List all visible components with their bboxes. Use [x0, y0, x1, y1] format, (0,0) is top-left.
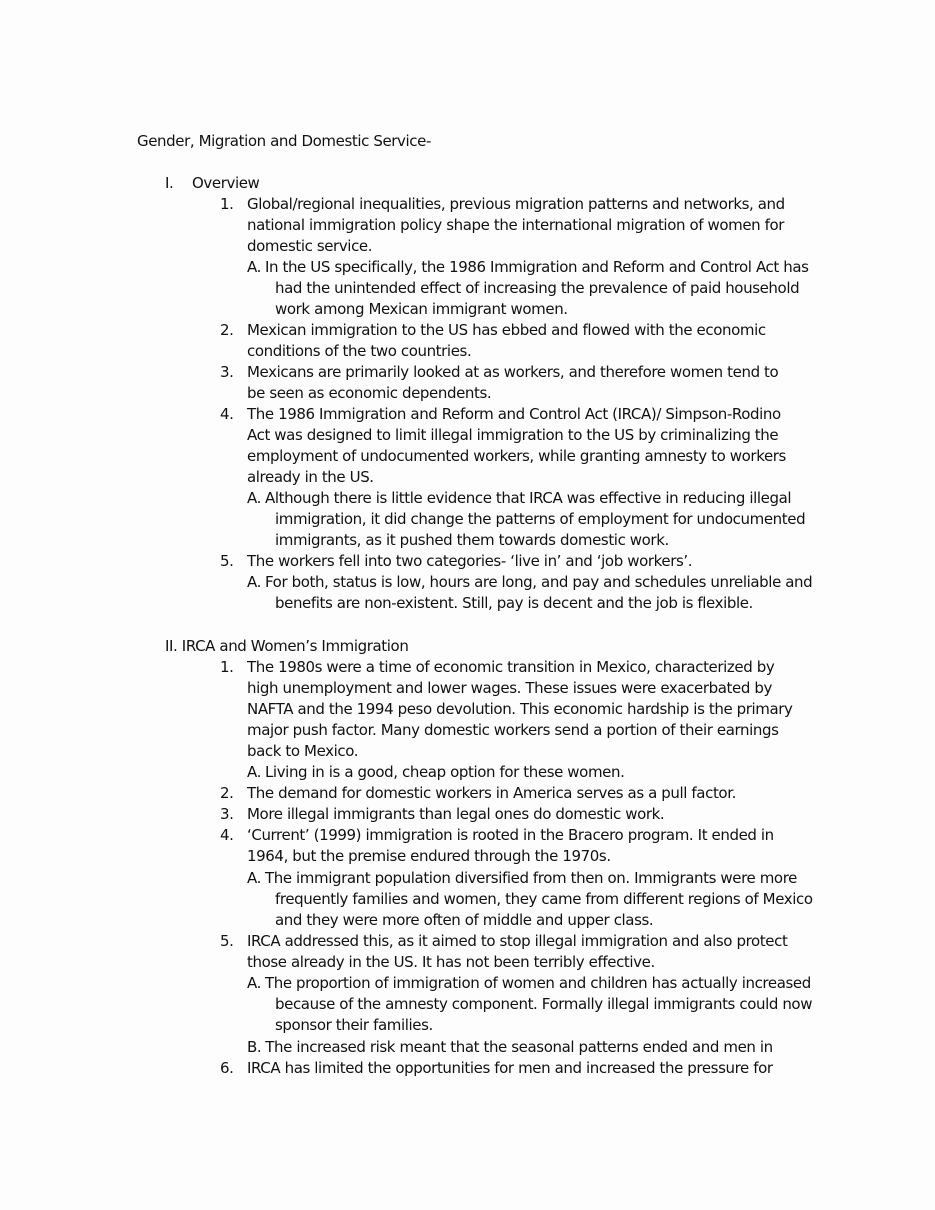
sub-item-text: The immigrant population diversified from then on. Immigrants were more frequently families and women, they came from different regions of Mexico and they were more often of middle and upper class. — [264, 869, 813, 929]
sub-item — [247, 257, 827, 320]
sub-item — [247, 572, 827, 614]
sub-item — [247, 973, 827, 1036]
item-number: 1. — [220, 658, 234, 676]
list-item — [220, 404, 800, 488]
sub-item — [247, 868, 827, 931]
sub-item-text: The proportion of immigration of women and children has actually increased because of the amnesty component. Formally illegal immigrants could now sponsor their families. — [264, 974, 813, 1034]
list-item — [220, 1058, 800, 1079]
item-text: Mexicans are primarily looked at as workers, and therefore women tend to be seen as economic dependents. — [247, 363, 779, 402]
item-text: IRCA addressed this, as it aimed to stop illegal immigration and also protect those already in the US. It has not been terribly effective. — [247, 932, 788, 971]
item-number: 3. — [220, 363, 234, 381]
sub-item-letter: A. — [247, 489, 261, 507]
sub-item — [247, 488, 827, 551]
item-text: The 1986 Immigration and Reform and Control Act (IRCA)/ Simpson-Rodino Act was designed to limit illegal immigration to the US by criminalizing the employment of undocumented workers, while granting amnesty to workers already in the US. — [247, 405, 786, 486]
section-numeral: I. — [165, 174, 174, 192]
section-heading-overview — [165, 173, 259, 194]
list-item — [220, 783, 800, 804]
sub-item-letter: B. — [247, 1038, 262, 1056]
sub-item-text: The increased risk meant that the seasonal patterns ended and men in — [265, 1038, 773, 1056]
item-text: The demand for domestic workers in America serves as a pull factor. — [247, 784, 736, 802]
item-number: 4. — [220, 405, 234, 423]
sub-item — [247, 1037, 827, 1058]
item-text: The 1980s were a time of economic transition in Mexico, characterized by high unemployment and lower wages. These issues were exacerbated by NAFTA and the 1994 peso devolution. This economic hardship is the primary major push factor. Many domestic workers send a portion of their earnings back to Mexico. — [247, 658, 793, 760]
list-item — [220, 551, 800, 572]
sub-item — [247, 762, 827, 783]
section-title: Overview — [192, 174, 260, 192]
list-item — [220, 657, 800, 762]
item-text: Mexican immigration to the US has ebbed and flowed with the economic conditions of the two countries. — [247, 321, 766, 360]
item-number: 1. — [220, 195, 234, 213]
list-item — [220, 931, 800, 973]
sub-item-letter: A. — [247, 573, 261, 591]
sub-item-letter: A. — [247, 763, 261, 781]
section-numeral: II. — [165, 637, 178, 655]
item-number: 5. — [220, 552, 234, 570]
document-title: Gender, Migration and Domestic Service- — [137, 132, 431, 150]
item-text: More illegal immigrants than legal ones do domestic work. — [247, 805, 665, 823]
list-item — [220, 320, 800, 362]
item-text: IRCA has limited the opportunities for men and increased the pressure for — [247, 1059, 773, 1077]
sub-item-text: Living in is a good, cheap option for these women. — [264, 763, 625, 781]
item-number: 4. — [220, 826, 234, 844]
sub-item-letter: A. — [247, 258, 261, 276]
item-number: 2. — [220, 321, 234, 339]
item-number: 6. — [220, 1059, 234, 1077]
item-number: 2. — [220, 784, 234, 802]
item-number: 3. — [220, 805, 234, 823]
list-item — [220, 362, 800, 404]
item-text: ‘Current’ (1999) immigration is rooted in the Bracero program. It ended in 1964, but the premise endured through the 1970s. — [247, 826, 774, 865]
list-item — [220, 825, 800, 867]
sub-item-text: Although there is little evidence that IRCA was effective in reducing illegal immigration, it did change the patterns of employment for undocumented immigrants, as it pushed them towards domestic work. — [264, 489, 806, 549]
sub-item-letter: A. — [247, 974, 261, 992]
item-text: Global/regional inequalities, previous migration patterns and networks, and national immigration policy shape the international migration of women for domestic service. — [247, 195, 785, 255]
sub-item-text: In the US specifically, the 1986 Immigration and Reform and Control Act has had the unintended effect of increasing the prevalence of paid household work among Mexican immigrant women. — [264, 258, 809, 318]
item-text: The workers fell into two categories- ‘live in’ and ‘job workers’. — [247, 552, 693, 570]
list-item — [220, 194, 800, 257]
section-heading-irca — [165, 636, 408, 657]
sub-item-text: For both, status is low, hours are long, and pay and schedules unreliable and benefits are non-existent. Still, pay is decent and the job is flexible. — [264, 573, 813, 612]
sub-item-letter: A. — [247, 869, 261, 887]
section-title: IRCA and Women’s Immigration — [181, 637, 409, 655]
item-number: 5. — [220, 932, 234, 950]
list-item — [220, 804, 800, 825]
